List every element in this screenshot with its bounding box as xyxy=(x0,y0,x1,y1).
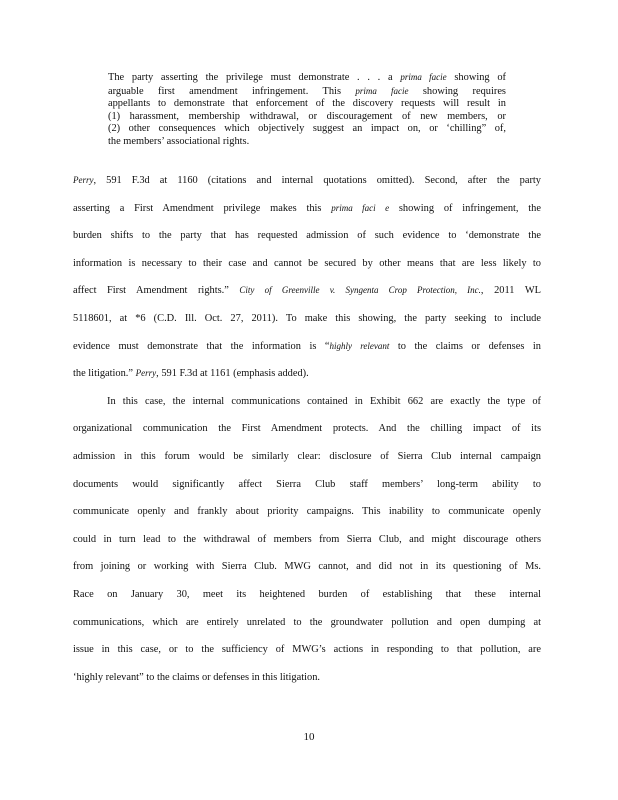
italic-citation: Perry xyxy=(135,368,157,379)
quote-line xyxy=(108,123,506,136)
body-line xyxy=(73,167,541,195)
text-segment: appellants to demonstrate that enforcement of the discovery requests will result in xyxy=(108,98,506,110)
text-segment: communicate openly and frankly about priority campaigns. This inability to communicate openly xyxy=(73,506,541,518)
quote-line xyxy=(108,98,506,111)
body-line xyxy=(73,664,541,692)
italic-citation: prima facie xyxy=(355,85,409,96)
text-segment: information is necessary to their case and cannot be secured by other means that are less likely to xyxy=(73,257,541,269)
text-segment: 5118601, at *6 (C.D. Ill. Oct. 27, 2011). To make this showing, the party seeking to include xyxy=(73,312,541,324)
text-segment: the litigation.” xyxy=(73,368,136,380)
body-line xyxy=(73,333,541,361)
text-segment: communications, which are entirely unrelated to the groundwater pollution and open dumping at xyxy=(73,616,541,628)
text-segment: , 591 F.3d at 1160 (citations and internal quotations omitted). Second, after the party xyxy=(93,175,541,186)
body-line xyxy=(73,222,541,250)
text-segment: the members’ associational rights. xyxy=(108,135,250,147)
body-line xyxy=(73,553,541,581)
text-segment: documents would significantly affect Sierra Club staff members’ long-term ability to xyxy=(73,478,541,490)
body-line xyxy=(73,526,541,554)
text-segment: issue in this case, or to the sufficiency of MWG’s actions in responding to that pollution, are xyxy=(73,644,541,656)
body-text xyxy=(73,167,541,691)
text-segment: asserting a First Amendment privilege makes this xyxy=(73,202,332,214)
body-line xyxy=(73,415,541,443)
text-segment: from joining or working with Sierra Club. MWG cannot, and did not in its questioning of Ms. xyxy=(73,561,541,573)
italic-citation: City of Greenville v. Syngenta Crop Protection, Inc. xyxy=(239,285,481,296)
quote-line xyxy=(108,85,506,99)
text-segment: arguable first amendment infringement. This xyxy=(108,85,356,97)
text-segment: burden shifts to the party that has requested admission of such evidence to ‘demonstrate the xyxy=(73,230,541,242)
body-line xyxy=(73,360,541,388)
body-line xyxy=(73,498,541,526)
body-line xyxy=(73,305,541,333)
italic-citation: prima faci e xyxy=(331,202,390,213)
italic-citation: Perry xyxy=(73,175,94,185)
block-quote xyxy=(108,71,506,149)
text-segment: organizational communication the First Amendment protects. And the chilling impact of its xyxy=(73,423,541,435)
text-segment: (2) other consequences which objectively suggest an impact on, or ‘chilling” of, xyxy=(108,123,506,135)
quote-line xyxy=(108,111,506,124)
text-segment: Race on January 30, meet its heightened burden of establishing that these internal xyxy=(73,588,541,600)
italic-citation: highly relevant xyxy=(329,340,390,351)
italic-citation: prima facie xyxy=(400,72,447,82)
quote-line xyxy=(108,71,506,85)
text-segment: showing of infringement, the xyxy=(389,202,541,214)
text-segment: affect First Amendment rights.” xyxy=(73,285,240,297)
body-line xyxy=(73,581,541,609)
text-segment: to the claims or defenses in xyxy=(389,340,541,352)
text-segment: showing of xyxy=(446,72,506,83)
text-segment: (1) harassment, membership withdrawal, or discouragement of new members, or xyxy=(108,110,506,122)
quote-line xyxy=(108,136,506,149)
text-segment: , 2011 WL xyxy=(480,285,541,297)
text-segment: ‘highly relevant” to the claims or defenses in this litigation. xyxy=(73,671,321,683)
body-line xyxy=(73,277,541,305)
text-segment: , 591 F.3d at 1161 (emphasis added). xyxy=(156,368,309,380)
text-segment: could in turn lead to the withdrawal of members from Sierra Club, and might discourage others xyxy=(73,533,541,545)
body-line xyxy=(73,636,541,664)
body-line xyxy=(73,195,541,223)
body-line xyxy=(73,609,541,637)
text-segment: The party asserting the privilege must demonstrate . . . a xyxy=(108,72,401,83)
text-segment: In this case, the internal communications contained in Exhibit 662 are exactly the type of xyxy=(107,395,541,407)
body-line xyxy=(73,471,541,499)
page-number: 10 xyxy=(303,731,315,743)
text-segment: admission in this forum would be similarly clear: disclosure of Sierra Club internal campaign xyxy=(73,450,541,462)
text-segment: evidence must demonstrate that the information is “ xyxy=(73,340,330,352)
body-line xyxy=(73,443,541,471)
body-line xyxy=(73,250,541,278)
text-segment: showing requires xyxy=(408,85,506,97)
body-line xyxy=(73,388,541,416)
